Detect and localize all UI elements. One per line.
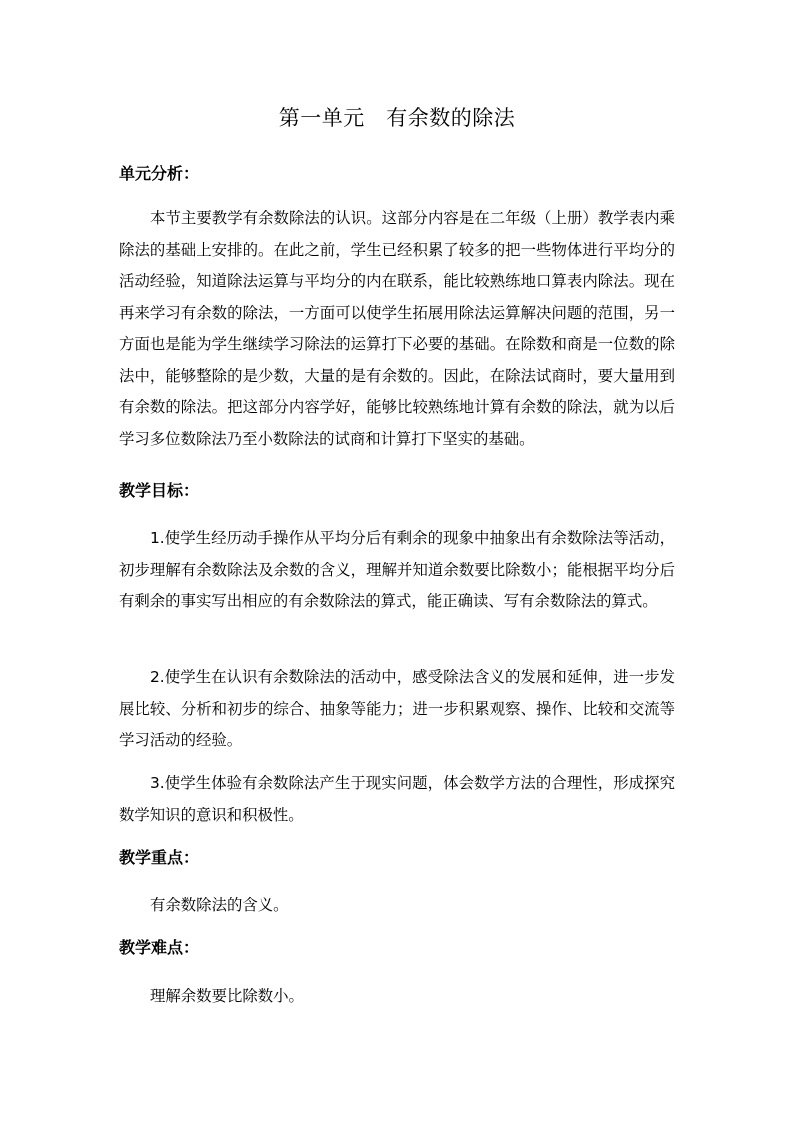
unit-analysis-heading: 单元分析： (119, 164, 200, 183)
teaching-goal-item-3: 3.使学生体验有余数除法产生于现实问题，体会数学方法的合理性，形成探究数学知识的意识和积极性。 (119, 774, 675, 824)
teaching-goal-item-1: 1.使学生经历动手操作从平均分后有剩余的现象中抽象出有余数除法等活动，初步理解有余数除法及余数的含义，理解并知道余数要比除数小；能根据平均分后有剩余的事实写出相应的有余数除法的算式，能正确读、写有余数除法的算式。 (119, 529, 675, 610)
key-points-text: 有余数除法的含义。 (150, 896, 289, 914)
difficult-points-text: 理解余数要比除数小。 (150, 987, 304, 1005)
teaching-goals-heading: 教学目标： (119, 481, 200, 500)
difficult-points-heading: 教学难点： (119, 938, 200, 957)
key-points-heading: 教学重点： (119, 848, 200, 867)
unit-analysis-paragraph: 本节主要教学有余数除法的认识。这部分内容是在二年级（上册）教学表内乘除法的基础上安排的。在此之前，学生已经积累了较多的把一些物体进行平均分的活动经验，知道除法运算与平均分的内在联系，能比较熟练地口算表内除法。现在再来学习有余数的除法，一方面可以使学生拓展用除法运算解决问题的范围，另一方面也是能为学生继续学习除法的运算打下必要的基础。在除数和商是一位数的除法中，能够整除的是少数，大量的是有余数的。因此，在除法试商时，要大量用到有余数的除法。把这部分内容学好，能够比较熟练地计算有余数的除法，就为以后学习多位数除法乃至小数除法的试商和计算打下坚实的基础。 (119, 209, 675, 448)
document-title: 第一单元 有余数的除法 (278, 106, 516, 130)
teaching-goal-item-2: 2.使学生在认识有余数除法的活动中，感受除法含义的发展和延伸，进一步发展比较、分析和初步的综合、抽象等能力；进一步积累观察、操作、比较和交流等学习活动的经验。 (119, 668, 675, 749)
